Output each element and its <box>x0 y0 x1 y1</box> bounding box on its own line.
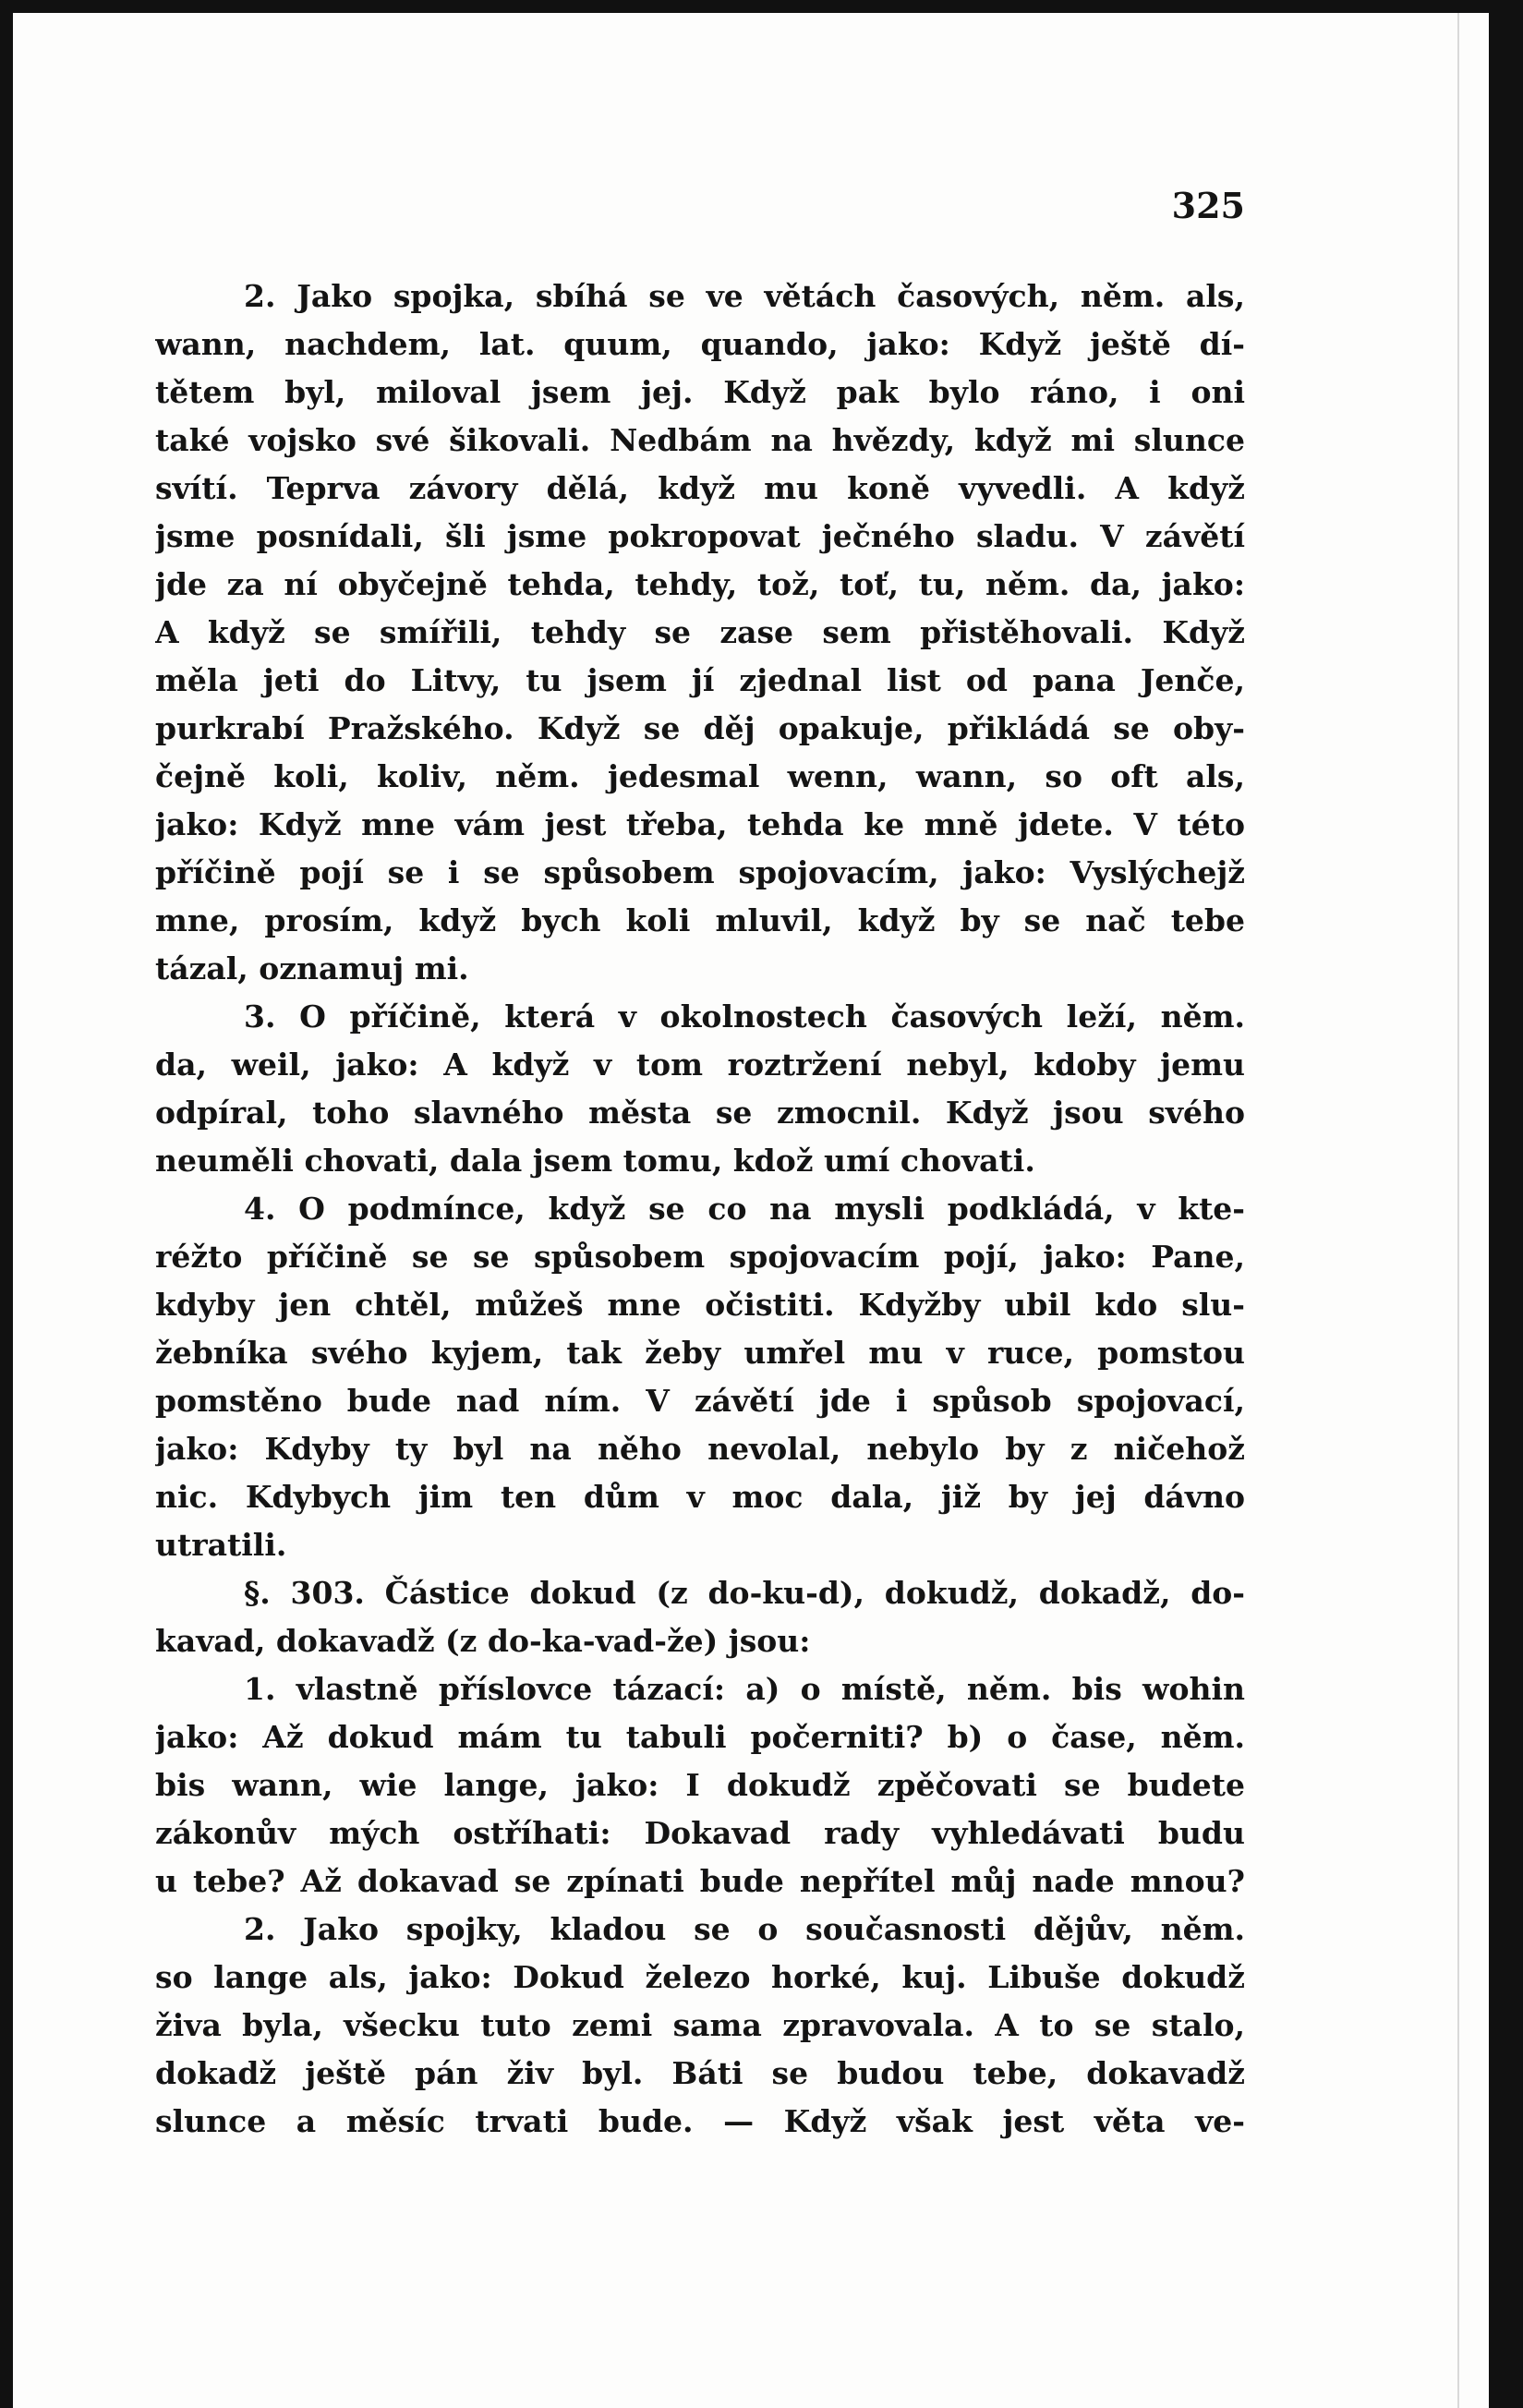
text-line: žebníka svého kyjem, tak žeby umřel mu v ruce, pomstou <box>155 1335 1245 1371</box>
text-line: réžto příčině se se spůsobem spojovacím pojí, jako: Pane, <box>155 1239 1245 1275</box>
text-line: také vojsko své šikovali. Nedbám na hvězdy, když mi slunce <box>155 422 1245 458</box>
text-line: živa byla, všecku tuto zemi sama zpravovala. A to se stalo, <box>155 2007 1245 2043</box>
text-line: u tebe? Až dokavad se zpínati bude nepřítel můj nade mnou? <box>155 1863 1245 1899</box>
text-line: 1. vlastně příslovce tázací: a) o místě, něm. bis wohin <box>244 1671 1245 1707</box>
text-line: 3. O příčině, která v okolnostech časových leží, něm. <box>244 998 1245 1035</box>
page-number: 325 <box>1171 185 1245 226</box>
text-line: jde za ní obyčejně tehda, tehdy, tož, toť, tu, něm. da, jako: <box>155 566 1245 602</box>
text-line: jako: Kdyby ty byl na něho nevolal, nebylo by z ničehož <box>155 1431 1245 1467</box>
text-line: měla jeti do Litvy, tu jsem jí zjednal list od pana Jenče, <box>155 662 1245 698</box>
text-line: slunce a měsíc trvati bude. — Když však jest věta ve- <box>155 2103 1245 2139</box>
text-line: 4. O podmínce, když se co na mysli podkládá, v kte- <box>244 1191 1245 1227</box>
text-line: da, weil, jako: A když v tom roztržení nebyl, kdoby jemu <box>155 1047 1245 1083</box>
text-line: mne, prosím, když bych koli mluvil, když by se nač tebe <box>155 902 1245 938</box>
text-line: zákonův mých ostříhati: Dokavad rady vyhledávati budu <box>155 1815 1245 1851</box>
text-line: tětem byl, miloval jsem jej. Když pak bylo ráno, i oni <box>155 374 1245 410</box>
text-line: kdyby jen chtěl, můžeš mne očistiti. Kdyžby ubil kdo slu- <box>155 1287 1245 1323</box>
text-line: 2. Jako spojky, kladou se o současnosti dějův, něm. <box>244 1911 1245 1947</box>
scan-border-top <box>0 0 1523 13</box>
text-line: příčině pojí se i se spůsobem spojovacím, jako: Vyslýchejž <box>155 854 1245 890</box>
text-line: odpíral, toho slavného města se zmocnil. Když jsou svého <box>155 1095 1245 1131</box>
text-line: bis wann, wie lange, jako: I dokudž zpěčovati se budete <box>155 1767 1245 1803</box>
text-line: neuměli chovati, dala jsem tomu, kdož umí chovati. <box>155 1143 1035 1179</box>
text-line: utratili. <box>155 1527 287 1563</box>
scan-border-right <box>1489 0 1523 2408</box>
text-line: svítí. Teprva závory dělá, když mu koně vyvedli. A když <box>155 470 1245 506</box>
text-line: jsme posnídali, šli jsme pokropovat ječného sladu. V závětí <box>155 518 1245 554</box>
text-line: čejně koli, koliv, něm. jedesmal wenn, wann, so oft als, <box>155 758 1245 794</box>
text-line: nic. Kdybych jim ten dům v moc dala, již by jej dávno <box>155 1479 1245 1515</box>
scan-border-left <box>0 0 13 2408</box>
text-line: 2. Jako spojka, sbíhá se ve větách časových, něm. als, <box>244 278 1245 314</box>
page-edge-line <box>1457 13 1459 2408</box>
text-line: purkrabí Pražského. Když se děj opakuje, přikládá se oby- <box>155 710 1245 746</box>
text-line: jako: Až dokud mám tu tabuli počerniti? b) o čase, něm. <box>155 1719 1245 1755</box>
text-line: dokadž ještě pán živ byl. Báti se budou tebe, dokavadž <box>155 2055 1245 2091</box>
text-line: kavad, dokavadž (z do-ka-vad-že) jsou: <box>155 1623 811 1659</box>
text-line: tázal, oznamuj mi. <box>155 950 469 986</box>
text-line: jako: Když mne vám jest třeba, tehda ke mně jdete. V této <box>155 806 1245 842</box>
body-text <box>155 272 1245 2146</box>
text-line: wann, nachdem, lat. quum, quando, jako: Když ještě dí- <box>155 326 1245 362</box>
text-line: so lange als, jako: Dokud železo horké, kuj. Libuše dokudž <box>155 1959 1245 1995</box>
text-line: pomstěno bude nad ním. V závětí jde i spůsob spojovací, <box>155 1383 1245 1419</box>
text-line: A když se smířili, tehdy se zase sem přistěhovali. Když <box>155 614 1245 650</box>
text-line: §. 303. Částice dokud (z do-ku-d), dokudž, dokadž, do- <box>244 1575 1245 1611</box>
